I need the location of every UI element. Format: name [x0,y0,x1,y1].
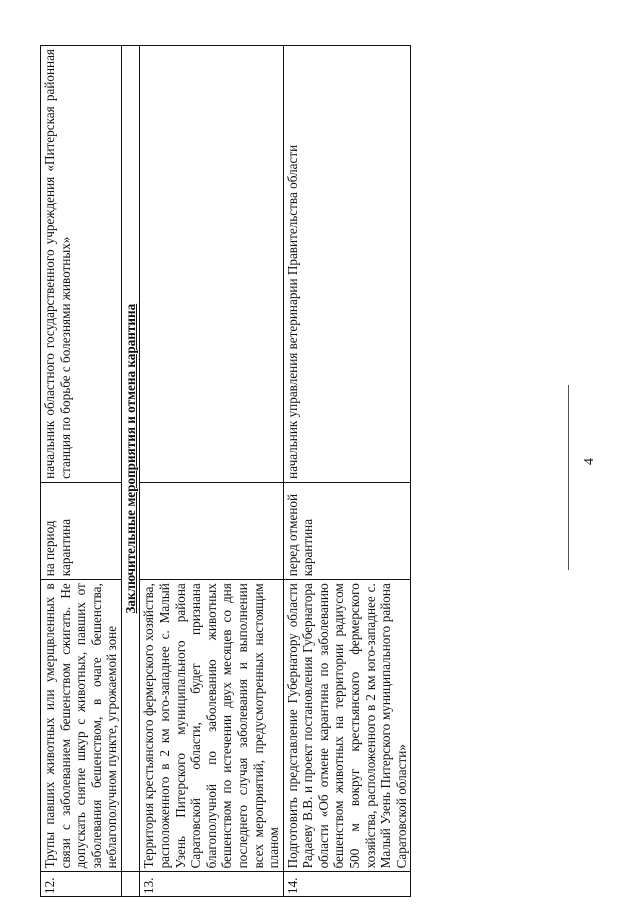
row-term: на период карантина [41,482,122,579]
table-row [140,46,283,897]
measures-table [40,45,411,897]
row-action: Трупы павших животных или умерщвленных в связи с заболеванием бешенством сжигать. Не допускать снятие шкур с животных, павших от заболевания бешенством, в очаге бешенства, неблагополучном пункте, угрожаемой зоне [41,580,122,872]
page-number: 4 [582,458,597,465]
row-number: 12. [41,872,122,897]
section-header: Заключительные мероприятия и отмена карантина [121,46,140,872]
row-number: 14. [283,872,411,897]
section-header-row [121,46,140,897]
row-responsible: начальник областного государственного учреждения «Питерская районная станция по борьбе с болезнями животных» [41,46,122,483]
row-number: 13. [140,872,283,897]
table-row [283,46,411,897]
row-action: Подготовить представление Губернатору области Радаеву В.В. и проект постановления Губернатора области «Об отмене карантина по заболеванию бешенством животных на территории радиусом 500 м вокруг крестьянского фермерского хозяйства, расположенного в 2 км юго-западнее с. Малый Узень Питерского муниципального района Саратовской области» [283,580,411,872]
row-term [140,482,283,579]
row-responsible [140,46,283,483]
row-responsible: начальник управления ветеринарии Правительства области [283,46,411,483]
row-action: Территория крестьянского фермерского хозяйства, расположенного в 2 км юго-западнее с. Малый Узень Питерского муниципального района Саратовской области, будет признана благополучной по заболеванию животных бешенством по истечении двух месяцев со дня последнего случая заболевания и выполнении всех мероприятий, предусмотренных настоящим планом [140,580,283,872]
table-row [41,46,122,897]
signature-line [568,385,569,570]
row-term: перед отменой карантина [283,482,411,579]
